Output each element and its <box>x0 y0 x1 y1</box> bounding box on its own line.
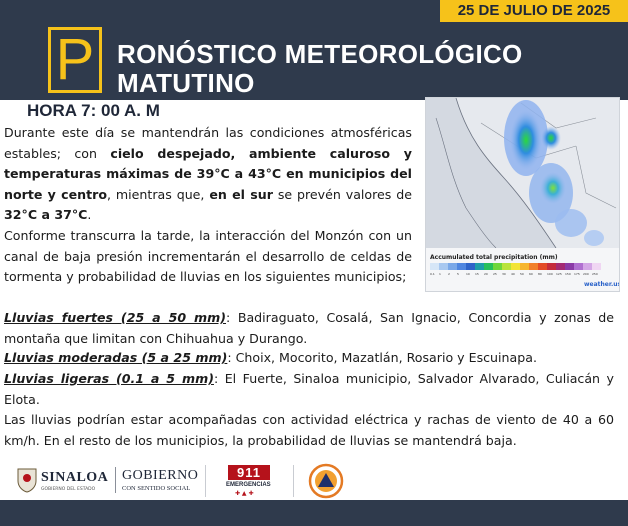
map-scale-tick: 5 <box>457 272 459 276</box>
map-legend-title: Accumulated total precipitation (mm) <box>430 254 558 261</box>
page-title <box>117 40 523 98</box>
map-scale-tick: 1 <box>439 272 441 276</box>
paragraph-conditions <box>4 123 412 226</box>
sinaloa-logo-text: SINALOA <box>41 470 109 485</box>
title-initial-badge: P <box>48 27 102 93</box>
map-scale-tick: 250 <box>592 272 598 276</box>
paragraph-monsoon: Conforme transcurra la tarde, la interacción del Monzón con un canal de baja presión incrementarán el desarrollo de celdas de tormenta y probabilidad de lluvias en los siguientes municipios; <box>4 228 412 284</box>
rain-moderate-label: Lluvias moderadas (5 a 25 mm) <box>4 350 228 365</box>
rain-light-text: : El Fuerte, Sinaloa municipio, Salvador Alvarado, Culiacán y Elota. <box>4 371 614 407</box>
logo-divider-2 <box>205 465 206 497</box>
logo-divider-3 <box>293 465 294 497</box>
rain-moderate-text: : Choix, Mocorito, Mazatlán, Rosario y Escuinapa. <box>227 350 537 365</box>
map-scale-tick: 15 <box>475 272 479 276</box>
rain-light-item <box>4 369 614 410</box>
map-scale-tick: 200 <box>583 272 589 276</box>
map-scale-tick: 50 <box>520 272 524 276</box>
map-scale-tick: 10 <box>466 272 470 276</box>
p1-highlight-south: en el sur <box>209 186 273 202</box>
p1-text-a: Durante este día se mantendrán las condiciones atmosféricas estables; con <box>4 125 412 161</box>
p1-text-c: , mientras que, <box>107 186 210 202</box>
map-scale-tick: 2 <box>448 272 450 276</box>
map-scale-tick: 40 <box>511 272 515 276</box>
precipitation-map-graphic <box>426 98 619 291</box>
date-banner: 25 DE JULIO DE 2025 <box>440 0 628 22</box>
map-scale-tick: 80 <box>538 272 542 276</box>
precipitation-map <box>425 97 620 292</box>
civil-protection-icon <box>308 463 344 499</box>
logo-divider <box>115 467 116 493</box>
bottom-bar <box>0 500 628 526</box>
p1-highlight-north: cielo despejado, ambiente caluroso y temperaturas máximas de 39°C a 43°C en municipios del norte y centro <box>4 145 412 202</box>
paragraph-final: Las lluvias podrían estar acompañadas con actividad eléctrica y rachas de viento de 40 a 60 km/h. En el resto de los municipios, la probabilidad de lluvias se mantendrá baja. <box>4 412 614 448</box>
rain-heavy-label: Lluvias fuertes (25 a 50 mm) <box>4 310 227 325</box>
rain-heavy-item <box>4 308 614 349</box>
map-scale-tick: 100 <box>547 272 553 276</box>
state-shield-icon <box>16 467 38 493</box>
title-line-1: RONÓSTICO METEOROLÓGICO <box>117 39 523 69</box>
map-scale-tick: 25 <box>493 272 497 276</box>
map-scale-tick: 175 <box>574 272 580 276</box>
rain-light-label: Lluvias ligeras (0.1 a 5 mm) <box>4 371 214 386</box>
emergency-icons: ✚ ▲ ✚ <box>235 490 254 497</box>
map-scale-tick: 0.1 <box>430 272 435 276</box>
p1-text-e: se prevén valores de <box>272 186 412 202</box>
rain-moderate-item <box>4 348 614 369</box>
gobierno-logo-text: GOBIERNO <box>122 468 199 483</box>
footer-logos <box>0 455 628 500</box>
emergency-911-logo: 911 <box>228 465 270 480</box>
p1-text-g: . <box>87 207 92 222</box>
gobierno-logo-subtext: CON SENTIDO SOCIAL <box>122 485 191 492</box>
map-scale-tick: 60 <box>529 272 533 276</box>
map-brand: weather.us <box>584 281 619 288</box>
rain-heavy-text: : Badiraguato, Cosalá, San Ignacio, Concordia y zonas de montaña que limitan con Chihuahua y Durango. <box>4 310 614 346</box>
map-scale-tick: 150 <box>565 272 571 276</box>
emergency-logo-subtext: EMERGENCIAS <box>226 482 271 488</box>
map-color-scale <box>430 263 601 270</box>
map-scale-tick: 30 <box>502 272 506 276</box>
sinaloa-logo-subtext: GOBIERNO DEL ESTADO <box>41 487 96 492</box>
map-scale-tick: 125 <box>556 272 562 276</box>
forecast-time: HORA 7: 00 A. M <box>27 101 160 120</box>
p1-highlight-temp: 32°C a 37°C <box>4 207 88 222</box>
title-line-2: MATUTINO <box>117 68 255 98</box>
map-scale-tick: 20 <box>484 272 488 276</box>
